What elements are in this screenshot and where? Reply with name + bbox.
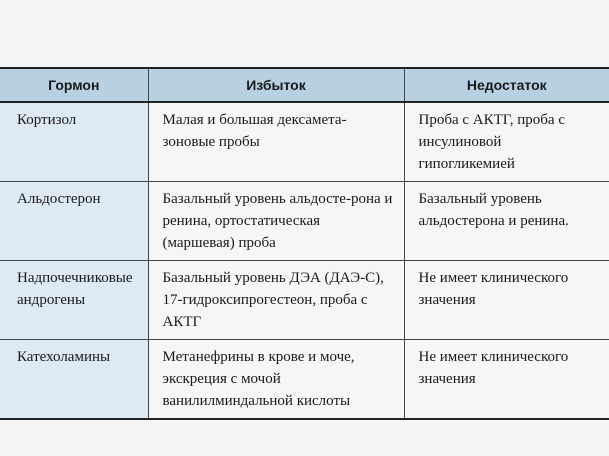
deficiency-cell: Не имеет клинического значения (404, 340, 609, 420)
excess-cell: Малая и большая дексамета-зоновые пробы (148, 102, 404, 182)
excess-cell: Базальный уровень ДЭА (ДАЭ-С), 17-гидроксипрогестеон, проба с АКТГ (148, 261, 404, 340)
adrenal-tests-table (0, 67, 609, 420)
deficiency-cell: Базальный уровень альдостерона и ренина. (404, 182, 609, 261)
header-hormone: Гормон (0, 68, 148, 102)
excess-cell: Метанефрины в крове и моче, экскреция с мочой ванилилминдальной кислоты (148, 340, 404, 420)
deficiency-cell: Не имеет клинического значения (404, 261, 609, 340)
table-row (0, 102, 609, 182)
table-row (0, 340, 609, 420)
hormone-cell: Кортизол (0, 102, 148, 182)
table-row (0, 182, 609, 261)
hormone-cell: Альдостерон (0, 182, 148, 261)
deficiency-cell: Проба с АКТГ, проба с инсулиновой гипогликемией (404, 102, 609, 182)
header-deficiency: Недостаток (404, 68, 609, 102)
hormone-cell: Надпочечниковые андрогены (0, 261, 148, 340)
header-excess: Избыток (148, 68, 404, 102)
excess-cell: Базальный уровень альдосте-рона и ренина, ортостатическая (маршевая) проба (148, 182, 404, 261)
table-row (0, 261, 609, 340)
hormone-cell: Катехоламины (0, 340, 148, 420)
table-header-row (0, 68, 609, 102)
